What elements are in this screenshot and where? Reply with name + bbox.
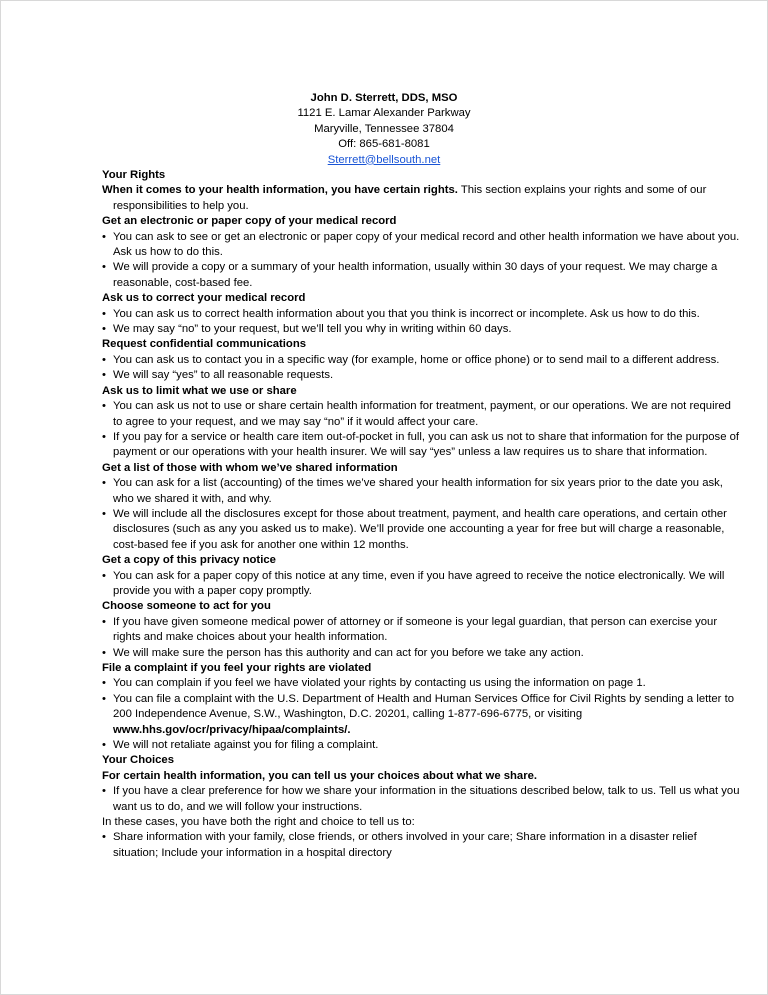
bullet-limit-1: • You can ask us not to use or share certain health information for treatment, payment, or our operations. We are not required to agree to your request, and we may say “no” if it would affect your care. xyxy=(102,399,742,430)
letterhead xyxy=(0,91,768,168)
bullet-shared-list-2: • We will include all the disclosures except for those about treatment, payment, and health care operations, and certain other disclosures (such as any you asked us to make). We’ll provide one accounting a year for free but will charge a reasonable, cost-based fee if you ask for another one within 12 months. xyxy=(102,507,742,553)
bullet-limit-2: • If you pay for a service or health care item out-of-pocket in full, you can ask us not to share that information for the purpose of payment or our operations with your health insurer. We will say “yes” unless a law requires us to share that information. xyxy=(102,430,742,461)
bullet-privacy-copy-1: • You can ask for a paper copy of this notice at any time, even if you have agreed to receive the notice electronically. We will provide you with a paper copy promptly. xyxy=(102,569,742,600)
rights-intro-rest: This section explains your rights and some of our responsibilities to help you. xyxy=(113,184,707,212)
bullet-shared-list-1: • You can ask for a list (accounting) of the times we’ve shared your health information for six years prior to the date you ask, who we shared it with, and why. xyxy=(102,476,742,507)
rights-intro xyxy=(102,183,742,214)
bullet-correct-record-2: • We may say “no” to your request, but we’ll tell you why in writing within 60 days. xyxy=(102,322,742,337)
section-heading-your-choices: Your Choices xyxy=(102,754,174,767)
address-line-2: Maryville, Tennessee 37804 xyxy=(314,122,454,135)
bullet-confidential-2: • We will say “yes” to all reasonable requests. xyxy=(102,368,742,383)
document-body xyxy=(102,168,742,861)
address-line-1: 1121 E. Lamar Alexander Parkway xyxy=(297,107,471,120)
email-link[interactable]: Sterrett@bellsouth.net xyxy=(327,153,441,166)
rights-intro-lead: When it comes to your health information, you have certain rights. xyxy=(102,184,458,197)
bullet-complaint-2 xyxy=(102,692,742,738)
section-heading-your-rights: Your Rights xyxy=(102,169,166,181)
heading-shared-list: Get a list of those with whom we’ve shared information xyxy=(102,461,398,474)
office-phone: Off: 865-681-8081 xyxy=(338,138,430,151)
bullet-choices-1: • If you have a clear preference for how we share your information in the situations described below, talk to us. Tell us what you want us to do, and we will follow your instructions. xyxy=(102,784,742,815)
bullet-act-for-you-1: • If you have given someone medical power of attorney or if someone is your legal guardian, that person can exercise your rights and make choices about your health information. xyxy=(102,615,742,646)
practitioner-name: John D. Sterrett, DDS, MSO xyxy=(310,92,458,104)
choices-intro: For certain health information, you can tell us your choices about what we share. xyxy=(102,769,538,782)
hhs-complaint-url[interactable]: www.hhs.gov/ocr/privacy/hipaa/complaints/. xyxy=(113,723,351,736)
complaint-2-text: You can file a complaint with the U.S. Department of Health and Human Services Office for Civil Rights by sending a letter to 200 Independence Avenue, S.W., Washington, D.C. 20201, calling 1-877-696-6775, or visiting xyxy=(113,692,735,721)
bullet-correct-record-1: • You can ask us to correct health information about you that you think is incorrect or incomplete. Ask us how to do this. xyxy=(102,307,742,322)
bullet-complaint-3: • We will not retaliate against you for filing a complaint. xyxy=(102,738,742,753)
bullet-copy-record-1: • You can ask to see or get an electronic or paper copy of your medical record and other health information we have about you. Ask us how to do this. xyxy=(102,230,742,261)
choices-cases-text: In these cases, you have both the right and choice to tell us to: xyxy=(102,816,415,829)
heading-limit: Ask us to limit what we use or share xyxy=(102,384,297,397)
heading-complaint: File a complaint if you feel your rights are violated xyxy=(102,662,372,674)
bullet-complaint-1: • You can complain if you feel we have violated your rights by contacting us using the information on page 1. xyxy=(102,676,742,691)
bullet-act-for-you-2: • We will make sure the person has this authority and can act for you before we take any action. xyxy=(102,646,742,661)
heading-correct-record: Ask us to correct your medical record xyxy=(102,292,306,305)
heading-privacy-copy: Get a copy of this privacy notice xyxy=(102,554,276,567)
bullet-copy-record-2: • We will provide a copy or a summary of your health information, usually within 30 days of your request. We may charge a reasonable, cost-based fee. xyxy=(102,260,742,291)
heading-act-for-you: Choose someone to act for you xyxy=(102,600,271,613)
bullet-confidential-1: • You can ask us to contact you in a specific way (for example, home or office phone) or to send mail to a different address. xyxy=(102,353,742,368)
heading-confidential: Request confidential communications xyxy=(102,338,307,351)
bullet-choices-2: • Share information with your family, close friends, or others involved in your care; Share information in a disaster relief situation; Include your information in a hospital directory xyxy=(102,830,742,861)
heading-copy-record: Get an electronic or paper copy of your medical record xyxy=(102,215,397,228)
